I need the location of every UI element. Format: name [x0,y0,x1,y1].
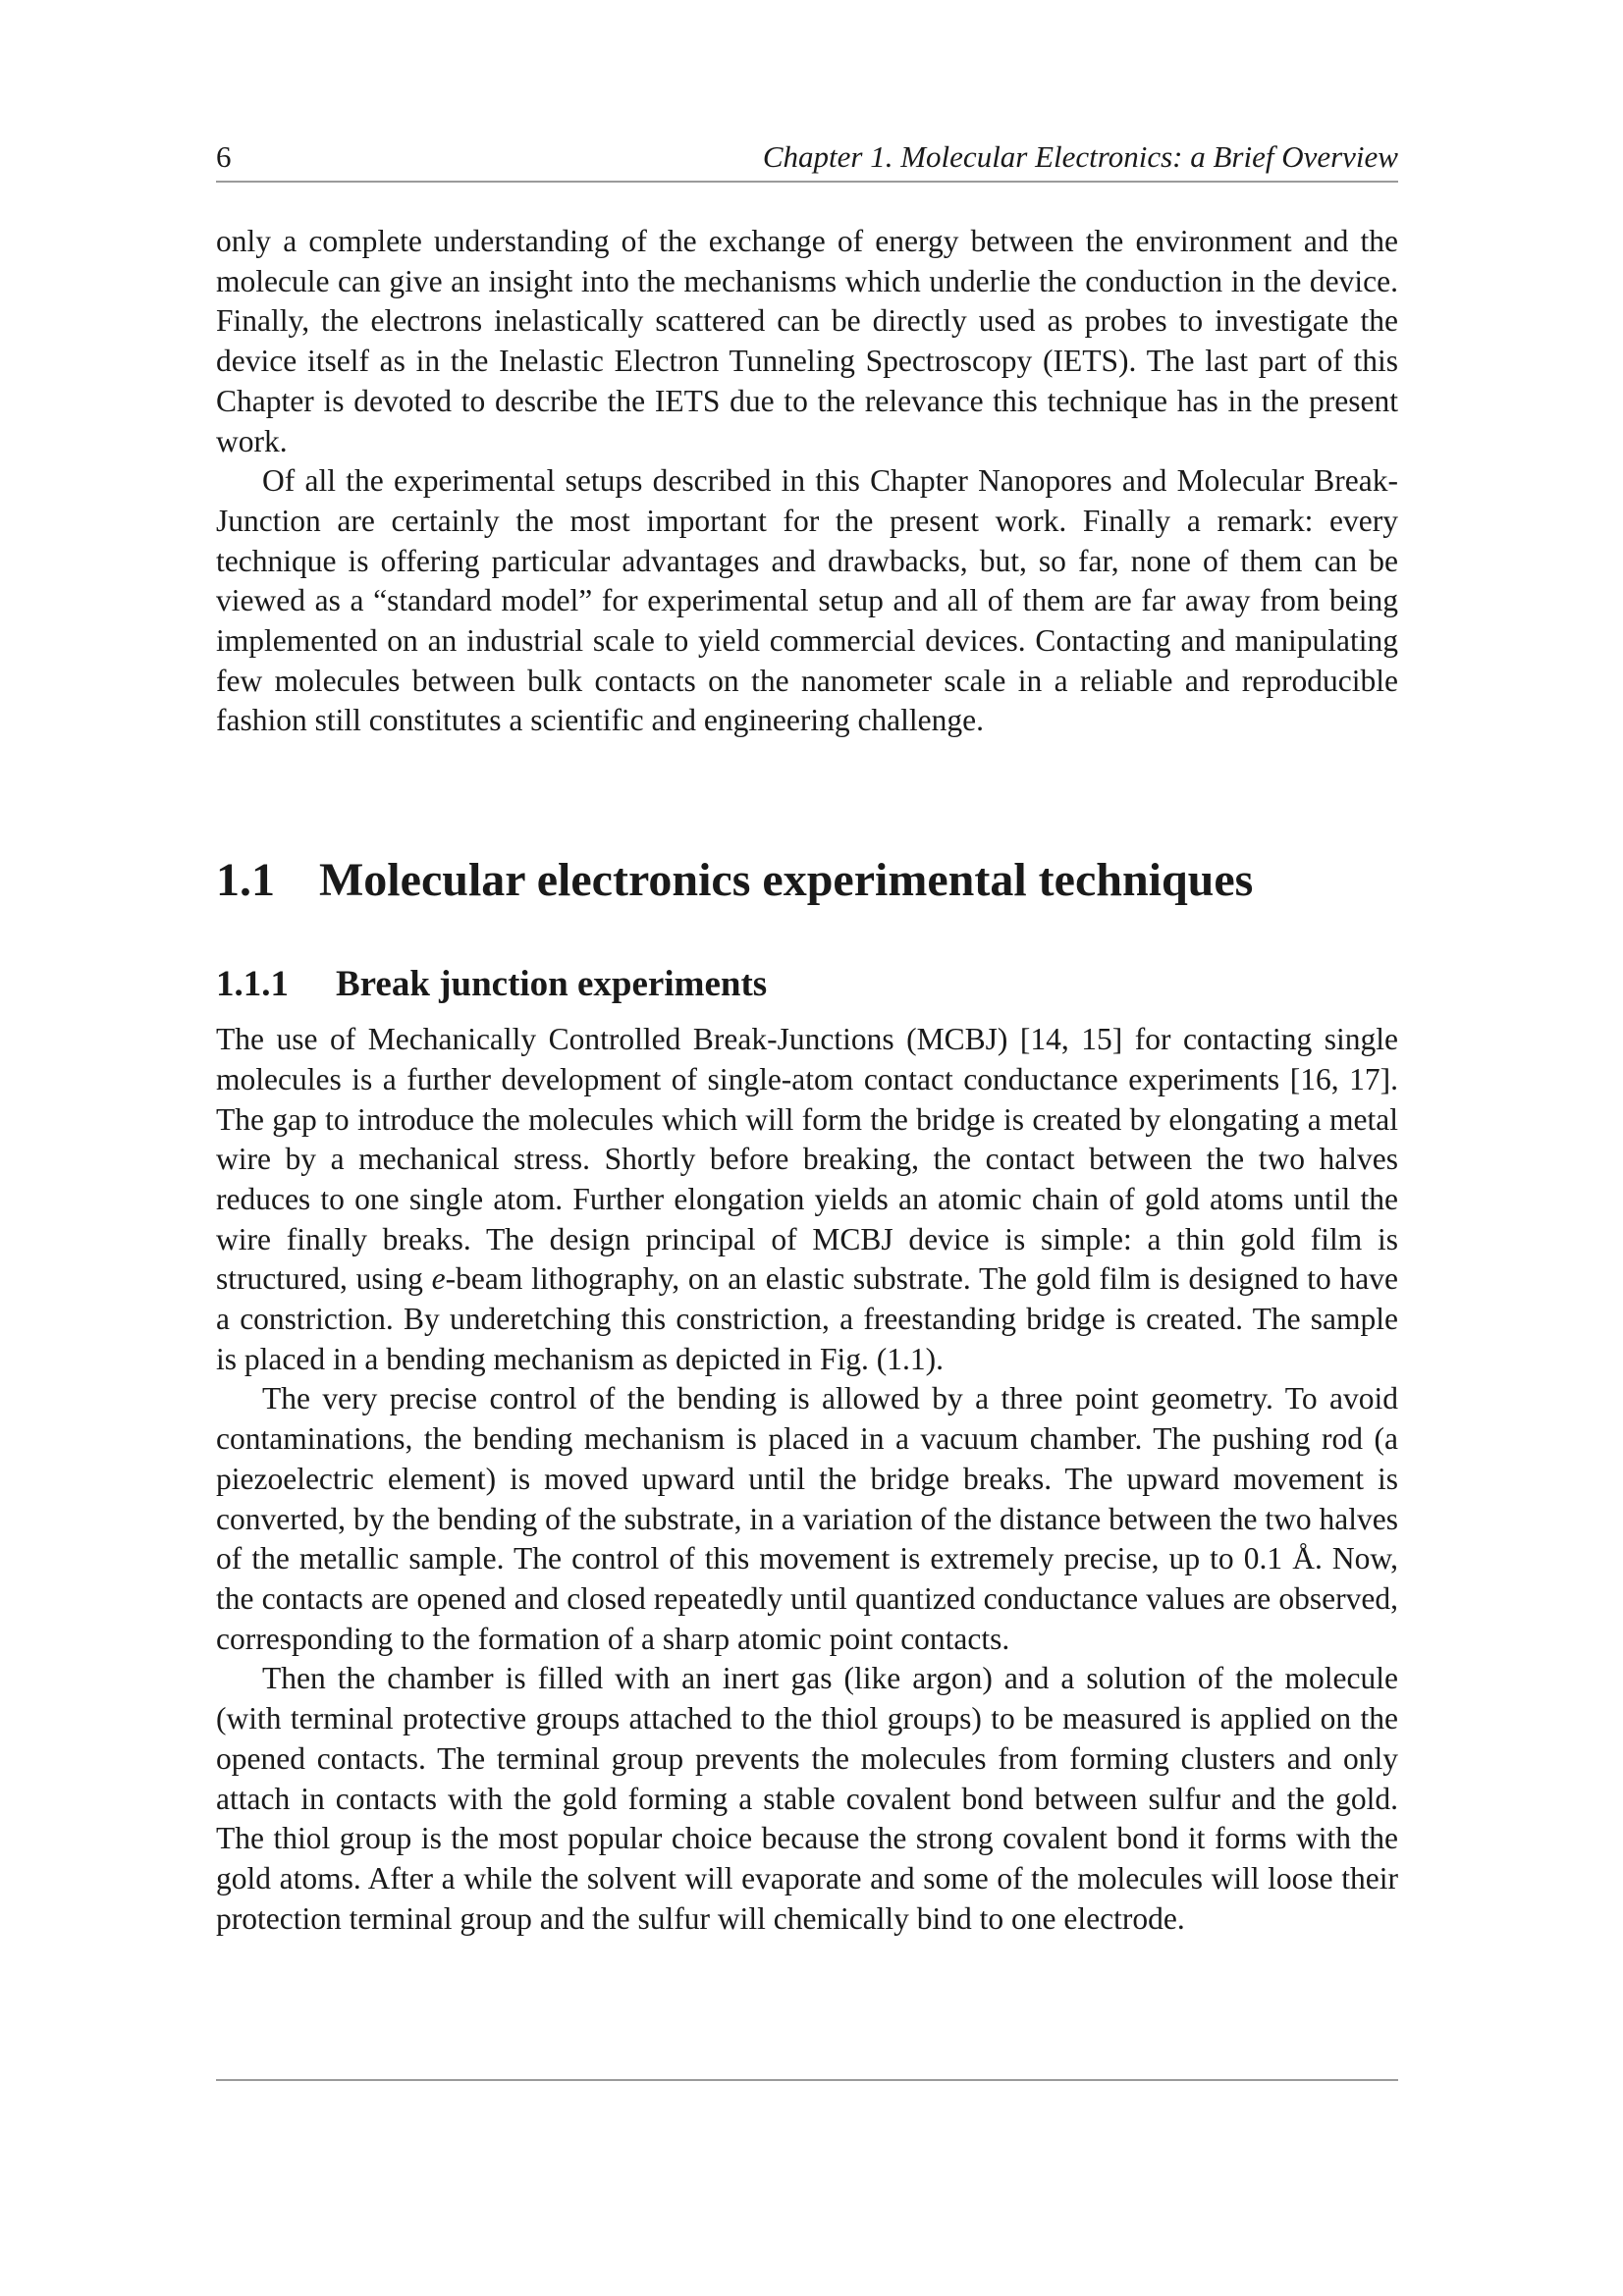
subsection-title: Break junction experiments [336,964,768,1005]
break-junction-paragraph-2: The very precise control of the bending is allowed by a three point geometry. To avoid contaminations, the bending mechanism is placed in a vacuum chamber. The pushing rod (a piezoelectric element) is moved upward until the bridge breaks. The upward movement is converted, by the bending of the substrate, in a variation of the distance between the two halves of the metallic sample. The control of this movement is extremely precise, up to 0.1 Å. Now, the contacts are opened and closed repeatedly until quantized conductance values are observed, corresponding to the formation of a sharp atomic point contacts. [216,1381,1398,1656]
chapter-title: Chapter 1. Molecular Electronics: a Brief Overview [762,139,1398,174]
footer-rule [216,2079,1398,2081]
break-junction-paragraph-3: Then the chamber is filled with an inert gas (like argon) and a solution of the molecule (with terminal protective groups attached to the thiol groups) to be measured is applied on the opened contacts. The terminal group prevents the molecules from forming clusters and only attach in contacts with the gold forming a stable covalent bond between sulfur and the gold. The thiol group is the most popular choice because the strong covalent bond it forms with the gold atoms. After a while the solvent will evaporate and some of the molecules will loose their protection terminal group and the sulfur will chemically bind to one electrode. [216,1661,1398,1936]
break-junction-paragraph-1 [216,1020,1398,1379]
running-header [216,137,1398,183]
intro-paragraph-2: Of all the experimental setups described in this Chapter Nanopores and Molecular Break-Junction are certainly the most important for the present work. Finally a remark: every technique is offering particular advantages and drawbacks, but, so far, none of them can be viewed as a “standard model” for experimental setup and all of them are far away from being implemented on an industrial scale to yield commercial devices. Contacting and manipulating few molecules between bulk contacts on the nanometer scale in a reliable and reproducible fashion still constitutes a scientific and engineering challenge. [216,463,1398,738]
italic-e: e [431,1261,446,1297]
section-number: 1.1 [216,854,275,907]
section-heading [216,851,1398,910]
page [216,137,1398,1939]
body-text [216,222,1398,1939]
section-title: Molecular electronics experimental techniques [319,854,1254,907]
paragraph-text-end: -beam lithography, on an elastic substrate. The gold film is designed to have a constriction. By underetching this constriction, a freestanding bridge is created. The sample is placed in a bending mechanism as depicted in Fig. (1.1). [216,1261,1398,1376]
subsection-heading [216,961,1398,1008]
paragraph-text-start: The use of Mechanically Controlled Break-Junctions (MCBJ) [14, 15] for contacting single molecules is a further development of single-atom contact conductance experiments [16, 17]. The gap to introduce the molecules which will form the bridge is created by elongating a metal wire by a mechanical stress. Shortly before breaking, the contact between the two halves reduces to one single atom. Further elongation yields an atomic chain of gold atoms until the wire finally breaks. The design principal of MCBJ device is simple: a thin gold film is structured, using [216,1022,1398,1297]
page-number: 6 [216,139,232,174]
intro-paragraph-1: only a complete understanding of the exchange of energy between the environment and the molecule can give an insight into the mechanisms which underlie the conduction in the device. Finally, the electrons inelastically scattered can be directly used as probes to investigate the device itself as in the Inelastic Electron Tunneling Spectroscopy (IETS). The last part of this Chapter is devoted to describe the IETS due to the relevance this technique has in the present work. [216,224,1398,458]
subsection-number: 1.1.1 [216,964,289,1005]
